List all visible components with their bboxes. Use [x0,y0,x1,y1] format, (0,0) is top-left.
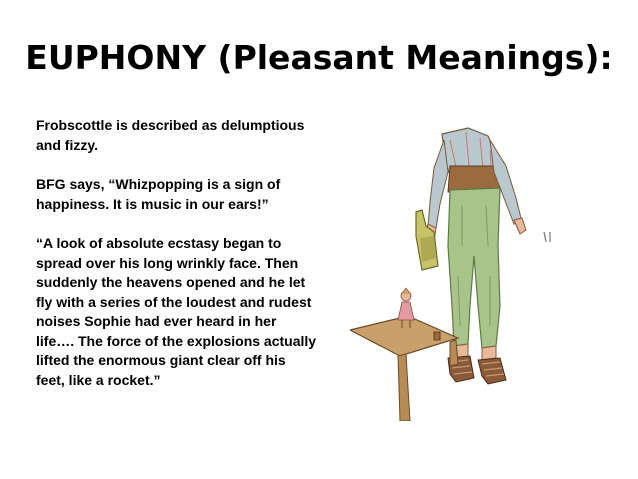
giant-left-arm [428,140,448,228]
giant-right-sandal [478,358,506,384]
body-text [36,116,318,410]
table-top [350,316,458,356]
giant-trousers [448,188,500,348]
sophie-dress [398,302,414,320]
giant-and-sophie-illustration [350,106,590,421]
table-leg [398,354,410,421]
slide-title: EUPHONY (Pleasant Meanings): [25,38,613,77]
paragraph-ecstasy-quote: “A look of absolute ecstasy began to spread over his long wrinkly face. Then suddenly the heavens opened and he let fly with a series of the loudest and rudest noises Sophie had ever heard in her life…. The force of the explosions actually lifted the enormous giant clear off his feet, like a rocket.” [36,235,317,388]
paragraph-frobscottle: Frobscottle is described as delumptious and fizzy. [36,117,305,153]
paragraph-bfg-quote: BFG says, “Whizpopping is a sign of happiness. It is music in our ears!” [36,176,281,212]
